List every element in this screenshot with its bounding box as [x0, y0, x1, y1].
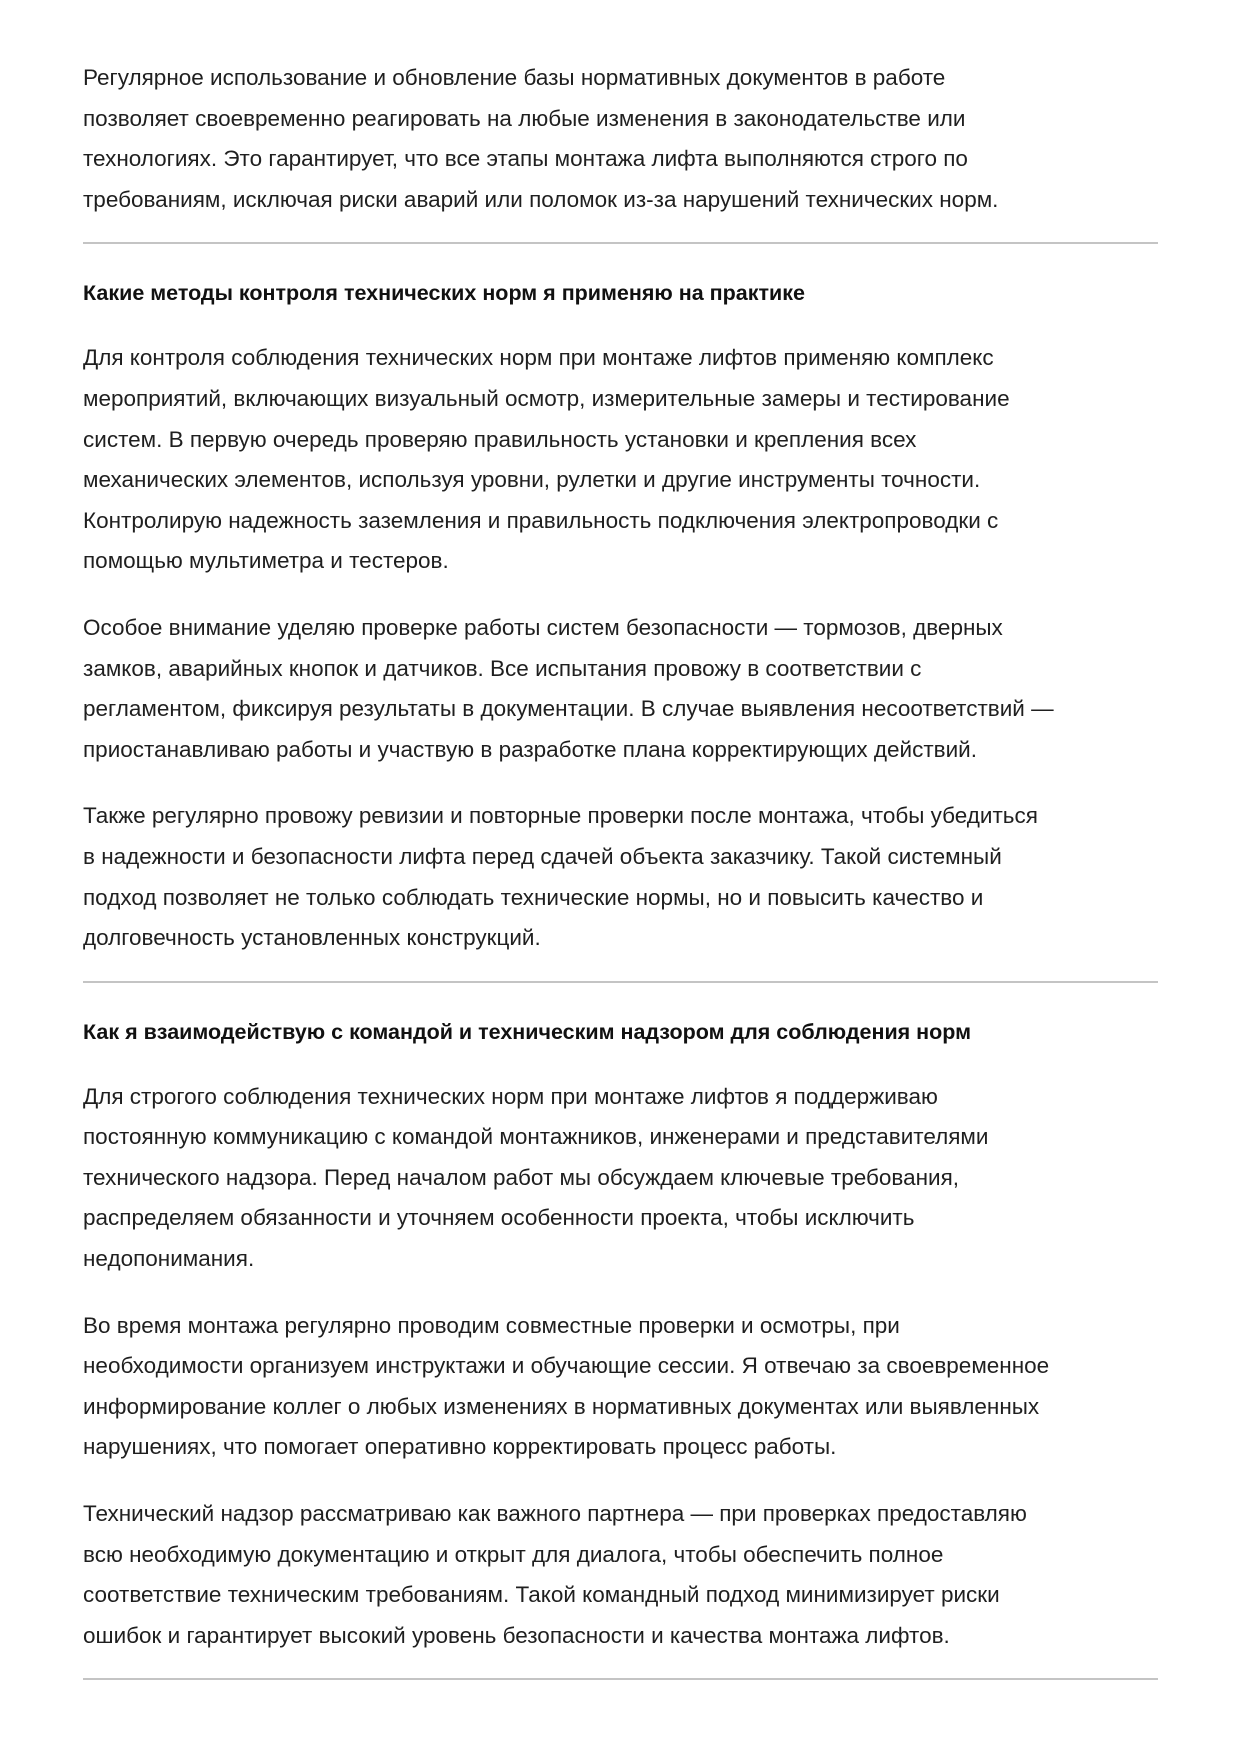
text-line: Для строгого соблюдения технических норм при монтаже лифтов я поддерживаю: [83, 1083, 938, 1109]
text-line: замков, аварийных кнопок и датчиков. Все испытания провожу в соответствии с: [83, 655, 922, 681]
text-line: долговечность установленных конструкций.: [83, 925, 541, 951]
section-divider: [83, 1678, 1158, 1680]
section: [83, 58, 1158, 220]
paragraph: [83, 1077, 1158, 1280]
text-line: распределяем обязанности и уточняем особенности проекта, чтобы исключить: [83, 1205, 915, 1231]
text-line: постоянную коммуникацию с командой монтажников, инженерами и представителями: [83, 1124, 989, 1150]
paragraph: [83, 338, 1158, 582]
text-line: приостанавливаю работы и участвую в разработке плана корректирующих действий.: [83, 736, 977, 762]
text-line: Во время монтажа регулярно проводим совместные проверки и осмотры, при: [83, 1312, 900, 1338]
text-line: систем. В первую очередь проверяю правильность установки и крепления всех: [83, 426, 917, 452]
text-line: недопонимания.: [83, 1246, 255, 1272]
text-line: всю необходимую документацию и открыт для диалога, чтобы обеспечить полное: [83, 1541, 944, 1567]
text-line: помощью мультиметра и тестеров.: [83, 548, 449, 574]
text-line: позволяет своевременно реагировать на любые изменения в законодательстве или: [83, 105, 966, 131]
text-line: Также регулярно провожу ревизии и повторные проверки после монтажа, чтобы убедиться: [83, 803, 1038, 829]
section-heading: Как я взаимодействую с командой и техническим надзором для соблюдения норм: [83, 1019, 972, 1044]
text-line: технологиях. Это гарантирует, что все этапы монтажа лифта выполняются строго по: [83, 146, 968, 172]
text-line: подход позволяет не только соблюдать технические нормы, но и повысить качество и: [83, 884, 984, 910]
text-line: регламентом, фиксируя результаты в документации. В случае выявления несоответствий —: [83, 696, 1054, 722]
paragraph: [83, 796, 1158, 958]
text-line: Особое внимание уделяю проверке работы систем безопасности — тормозов, дверных: [83, 614, 1003, 640]
section-divider: [83, 242, 1158, 244]
text-line: необходимости организуем инструктажи и обучающие сессии. Я отвечаю за своевременное: [83, 1353, 1050, 1379]
text-line: нарушениях, что помогает оперативно корректировать процесс работы.: [83, 1434, 837, 1460]
text-line: Регулярное использование и обновление базы нормативных документов в работе: [83, 65, 946, 90]
text-line: технического надзора. Перед началом работ мы обсуждаем ключевые требования,: [83, 1164, 960, 1190]
text-line: ошибок и гарантирует высокий уровень безопасности и качества монтажа лифтов.: [83, 1622, 950, 1648]
paragraph: [83, 1494, 1158, 1656]
section: [83, 278, 1158, 958]
text-line: требованиям, исключая риски аварий или поломок из-за нарушений технических норм.: [83, 186, 999, 212]
section: [83, 1017, 1158, 1657]
text-line: механических элементов, используя уровни, рулетки и другие инструменты точности.: [83, 467, 981, 493]
section-divider: [83, 981, 1158, 983]
text-line: в надежности и безопасности лифта перед сдачей объекта заказчику. Такой системный: [83, 843, 1002, 869]
text-line: соответствие техническим требованиям. Такой командный подход минимизирует риски: [83, 1582, 1000, 1608]
paragraph: [83, 1306, 1158, 1468]
paragraph: [83, 608, 1158, 770]
text-line: информирование коллег о любых изменениях в нормативных документах или выявленных: [83, 1393, 1040, 1419]
text-line: Для контроля соблюдения технических норм при монтаже лифтов применяю комплекс: [83, 345, 994, 371]
section-heading: Какие методы контроля технических норм я применяю на практике: [83, 281, 805, 306]
text-line: Технический надзор рассматриваю как важного партнера — при проверках предоставляю: [83, 1501, 1027, 1527]
text-line: мероприятий, включающих визуальный осмотр, измерительные замеры и тестирование: [83, 385, 1010, 411]
paragraph: [83, 58, 1158, 220]
document-body: [83, 58, 1158, 1714]
text-line: Контролирую надежность заземления и правильность подключения электропроводки с: [83, 507, 999, 533]
